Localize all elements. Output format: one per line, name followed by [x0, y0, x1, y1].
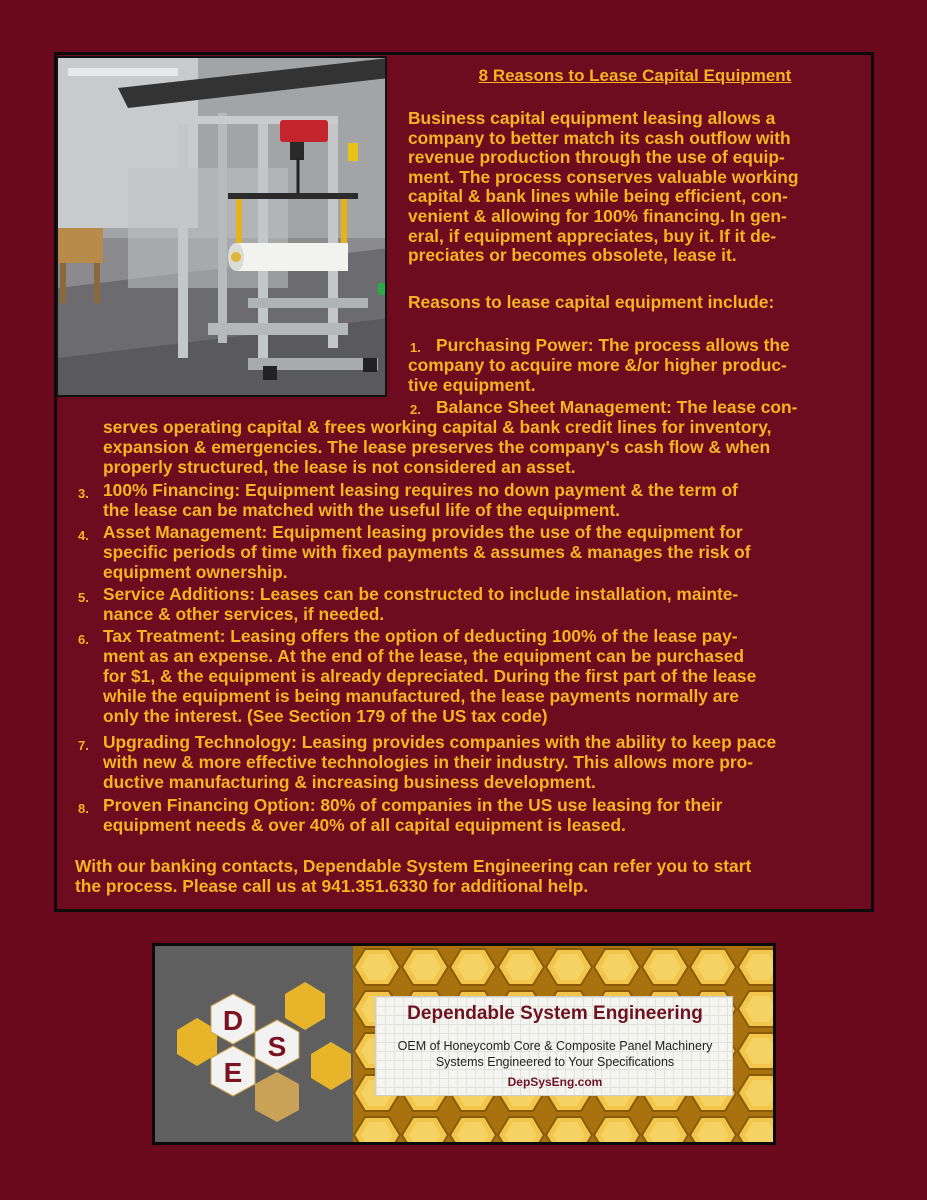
reason-7-line: ductive manufacturing & increasing business development.	[103, 772, 596, 792]
page-title: 8 Reasons to Lease Capital Equipment	[478, 66, 792, 85]
reason-8-line: Proven Financing Option: 80% of companies in the US use leasing for their	[103, 795, 723, 815]
company-name: Dependable System Engineering	[407, 1003, 703, 1024]
reasons-heading: Reasons to lease capital equipment include:	[408, 292, 775, 312]
reason-number: 7.	[78, 738, 89, 753]
intro-line: Business capital equipment leasing allows a	[408, 108, 776, 128]
logo-emblem-area	[155, 946, 353, 1142]
intro-line: revenue production through the use of equip-	[408, 147, 785, 168]
reason-4-line: specific periods of time with fixed payments & assumes & manages the risk of	[103, 542, 751, 562]
equipment-photo	[56, 56, 387, 397]
intro-line: preciates or becomes obsolete, lease it.	[408, 245, 737, 266]
reason-5-line: Service Additions: Leases can be constructed to include installation, mainte-	[103, 584, 739, 604]
reason-5-line: nance & other services, if needed.	[103, 604, 385, 624]
reason-number: 2.	[410, 402, 421, 417]
reason-2-line: serves operating capital & frees working capital & bank credit lines for inventory,	[103, 417, 772, 437]
company-info-card	[375, 996, 733, 1096]
company-tagline-1: OEM of Honeycomb Core & Composite Panel Machinery	[397, 1039, 713, 1053]
intro-line: company to better match its cash outflow with	[408, 127, 791, 148]
reason-1-line: tive equipment.	[408, 375, 536, 395]
reason-6-line: for $1, & the equipment is already depreciated. During the first part of the lease	[103, 666, 757, 686]
intro-line: venient & allowing for 100% financing. In gen-	[408, 205, 787, 226]
logo-letter-e: E	[223, 1057, 243, 1088]
reason-3-line: 100% Financing: Equipment leasing requires no down payment & the term of	[103, 480, 738, 500]
reason-4-line: Asset Management: Equipment leasing provides the use of the equipment for	[103, 522, 743, 542]
intro-line: ment. The process conserves valuable working	[408, 166, 799, 187]
reason-6-line: ment as an expense. At the end of the lease, the equipment can be purchased	[103, 646, 745, 666]
intro-paragraph	[408, 109, 868, 266]
reason-3-line: the lease can be matched with the useful life of the equipment.	[103, 500, 620, 520]
intro-line: capital & bank lines while being efficient, con-	[408, 186, 788, 207]
reason-7-line: Upgrading Technology: Leasing provides companies with the ability to keep pace	[103, 732, 777, 752]
reason-1-line: company to acquire more &/or higher produc-	[408, 355, 787, 375]
reason-6-line: Tax Treatment: Leasing offers the option of deducting 100% of the lease pay-	[103, 626, 738, 646]
company-tagline-2: Systems Engineered to Your Specifications	[435, 1055, 675, 1069]
hexagon-logo-icon	[155, 946, 353, 1142]
reason-8-line: equipment needs & over 40% of all capital equipment is leased.	[103, 815, 626, 835]
logo-letter-s: S	[267, 1031, 287, 1062]
reason-6-line: while the equipment is being manufactured, the lease payments normally are	[103, 686, 739, 706]
honeycomb-background	[353, 946, 773, 1142]
reason-2-line: Balance Sheet Management: The lease con-	[436, 397, 798, 417]
closing-line: With our banking contacts, Dependable System Engineering can refer you to start	[75, 856, 752, 876]
company-website: DepSysEng.com	[507, 1075, 603, 1089]
closing-line: the process. Please call us at 941.351.6330 for additional help.	[75, 876, 589, 896]
logo-letter-d: D	[222, 1005, 244, 1036]
reason-number: 1.	[410, 340, 421, 355]
reason-1-line: Purchasing Power: The process allows the	[436, 335, 790, 355]
intro-line: eral, if equipment appreciates, buy it. If it de-	[408, 225, 777, 246]
reason-6-line: only the interest. (See Section 179 of the US tax code)	[103, 706, 548, 726]
company-logo-banner	[152, 943, 776, 1145]
reason-number: 8.	[78, 801, 89, 816]
reason-number: 4.	[78, 528, 89, 543]
reason-2-line: expansion & emergencies. The lease preserves the company's cash flow & when	[103, 437, 771, 457]
equipment-photo-image	[58, 58, 387, 397]
reason-number: 5.	[78, 590, 89, 605]
reason-number: 3.	[78, 486, 89, 501]
reason-4-line: equipment ownership.	[103, 562, 288, 582]
reason-number: 6.	[78, 632, 89, 647]
reason-2-line: properly structured, the lease is not considered an asset.	[103, 457, 576, 477]
reason-7-line: with new & more effective technologies in their industry. This allows more pro-	[103, 752, 753, 772]
